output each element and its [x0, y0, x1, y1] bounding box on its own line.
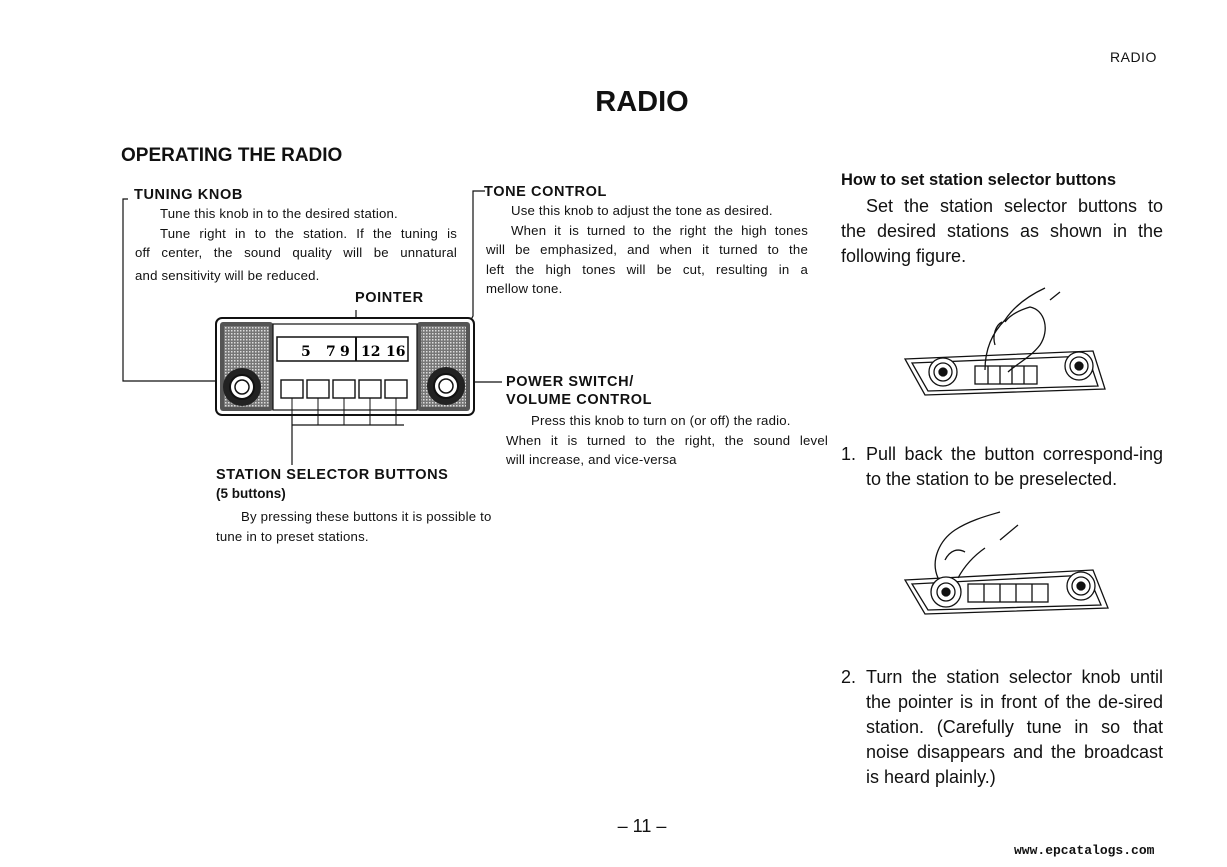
dial-mark: 12: [361, 344, 381, 360]
station-selector-label: STATION SELECTOR BUTTONS: [216, 467, 449, 483]
hand-pulling-button-figure: [905, 288, 1105, 395]
tone-control-description: [486, 201, 808, 299]
text-line: left the high tones will be cut, resulting in a: [486, 261, 808, 277]
text-line: Use this knob to adjust the tone as desired.: [511, 203, 773, 218]
text-line: will increase, and vice-versa: [506, 452, 677, 468]
dial-mark: 16: [386, 344, 406, 360]
tuning-knob-label: TUNING KNOB: [134, 187, 243, 203]
running-header: RADIO: [1110, 49, 1157, 65]
dial-mark: 7: [326, 344, 336, 360]
text-line: Tune this knob in to the desired station.: [160, 206, 398, 221]
power-switch-description: [506, 411, 828, 470]
step-2: [841, 665, 1163, 790]
hand-turning-knob-figure: [905, 512, 1108, 614]
text-line: off center, the sound quality will be unnatural: [135, 245, 457, 261]
tuning-knob-icon: [223, 368, 261, 406]
text-line: mellow tone.: [486, 281, 563, 297]
watermark: www.epcatalogs.com: [1014, 843, 1155, 858]
volume-knob-icon: [427, 367, 465, 405]
text-line: tune in to preset stations.: [216, 528, 369, 544]
step-number: 2.: [841, 667, 857, 687]
volume-control-label: VOLUME CONTROL: [506, 392, 653, 408]
text-line: will be emphasized, and when it turned to the: [486, 242, 808, 258]
power-switch-label: POWER SWITCH/: [506, 374, 634, 390]
station-selector-count: (5 buttons): [216, 486, 286, 501]
section-title: OPERATING THE RADIO: [121, 145, 343, 166]
pointer-label: POINTER: [355, 290, 424, 306]
page-title: RADIO: [595, 86, 689, 118]
tuning-knob-description: [135, 204, 457, 285]
step-text: Pull back the button correspond-ing to the station to be preselected.: [866, 444, 1163, 489]
text-line: Tune right in to the station. If the tuning is: [160, 225, 457, 241]
radio-unit: [216, 318, 474, 425]
tone-control-label: TONE CONTROL: [484, 184, 607, 200]
station-selector-description: [216, 507, 538, 546]
step-text: Turn the station selector knob until the pointer is in front of the de-sired station. (Carefully tune in so that noise disappears and the broadcast is heard plainly.): [866, 667, 1163, 787]
dial-mark: 5: [301, 344, 311, 360]
step-1: [841, 442, 1163, 492]
dial-mark: 9: [340, 344, 350, 360]
text-line: By pressing these buttons it is possible to: [241, 509, 492, 524]
text-line: and sensitivity will be reduced.: [135, 267, 320, 283]
step-number: 1.: [841, 444, 857, 464]
text-line: When it is turned to the right the high tones: [511, 222, 808, 238]
intro-text: Set the station selector buttons to the desired stations as shown in the following figure.: [841, 196, 1163, 266]
text-line: Press this knob to turn on (or off) the radio.: [531, 413, 791, 428]
howto-title: How to set station selector buttons: [841, 171, 1117, 189]
howto-intro: [841, 194, 1163, 269]
text-line: When it is turned to the right, the sound level: [506, 432, 828, 448]
page-number: – 11 –: [617, 816, 667, 836]
